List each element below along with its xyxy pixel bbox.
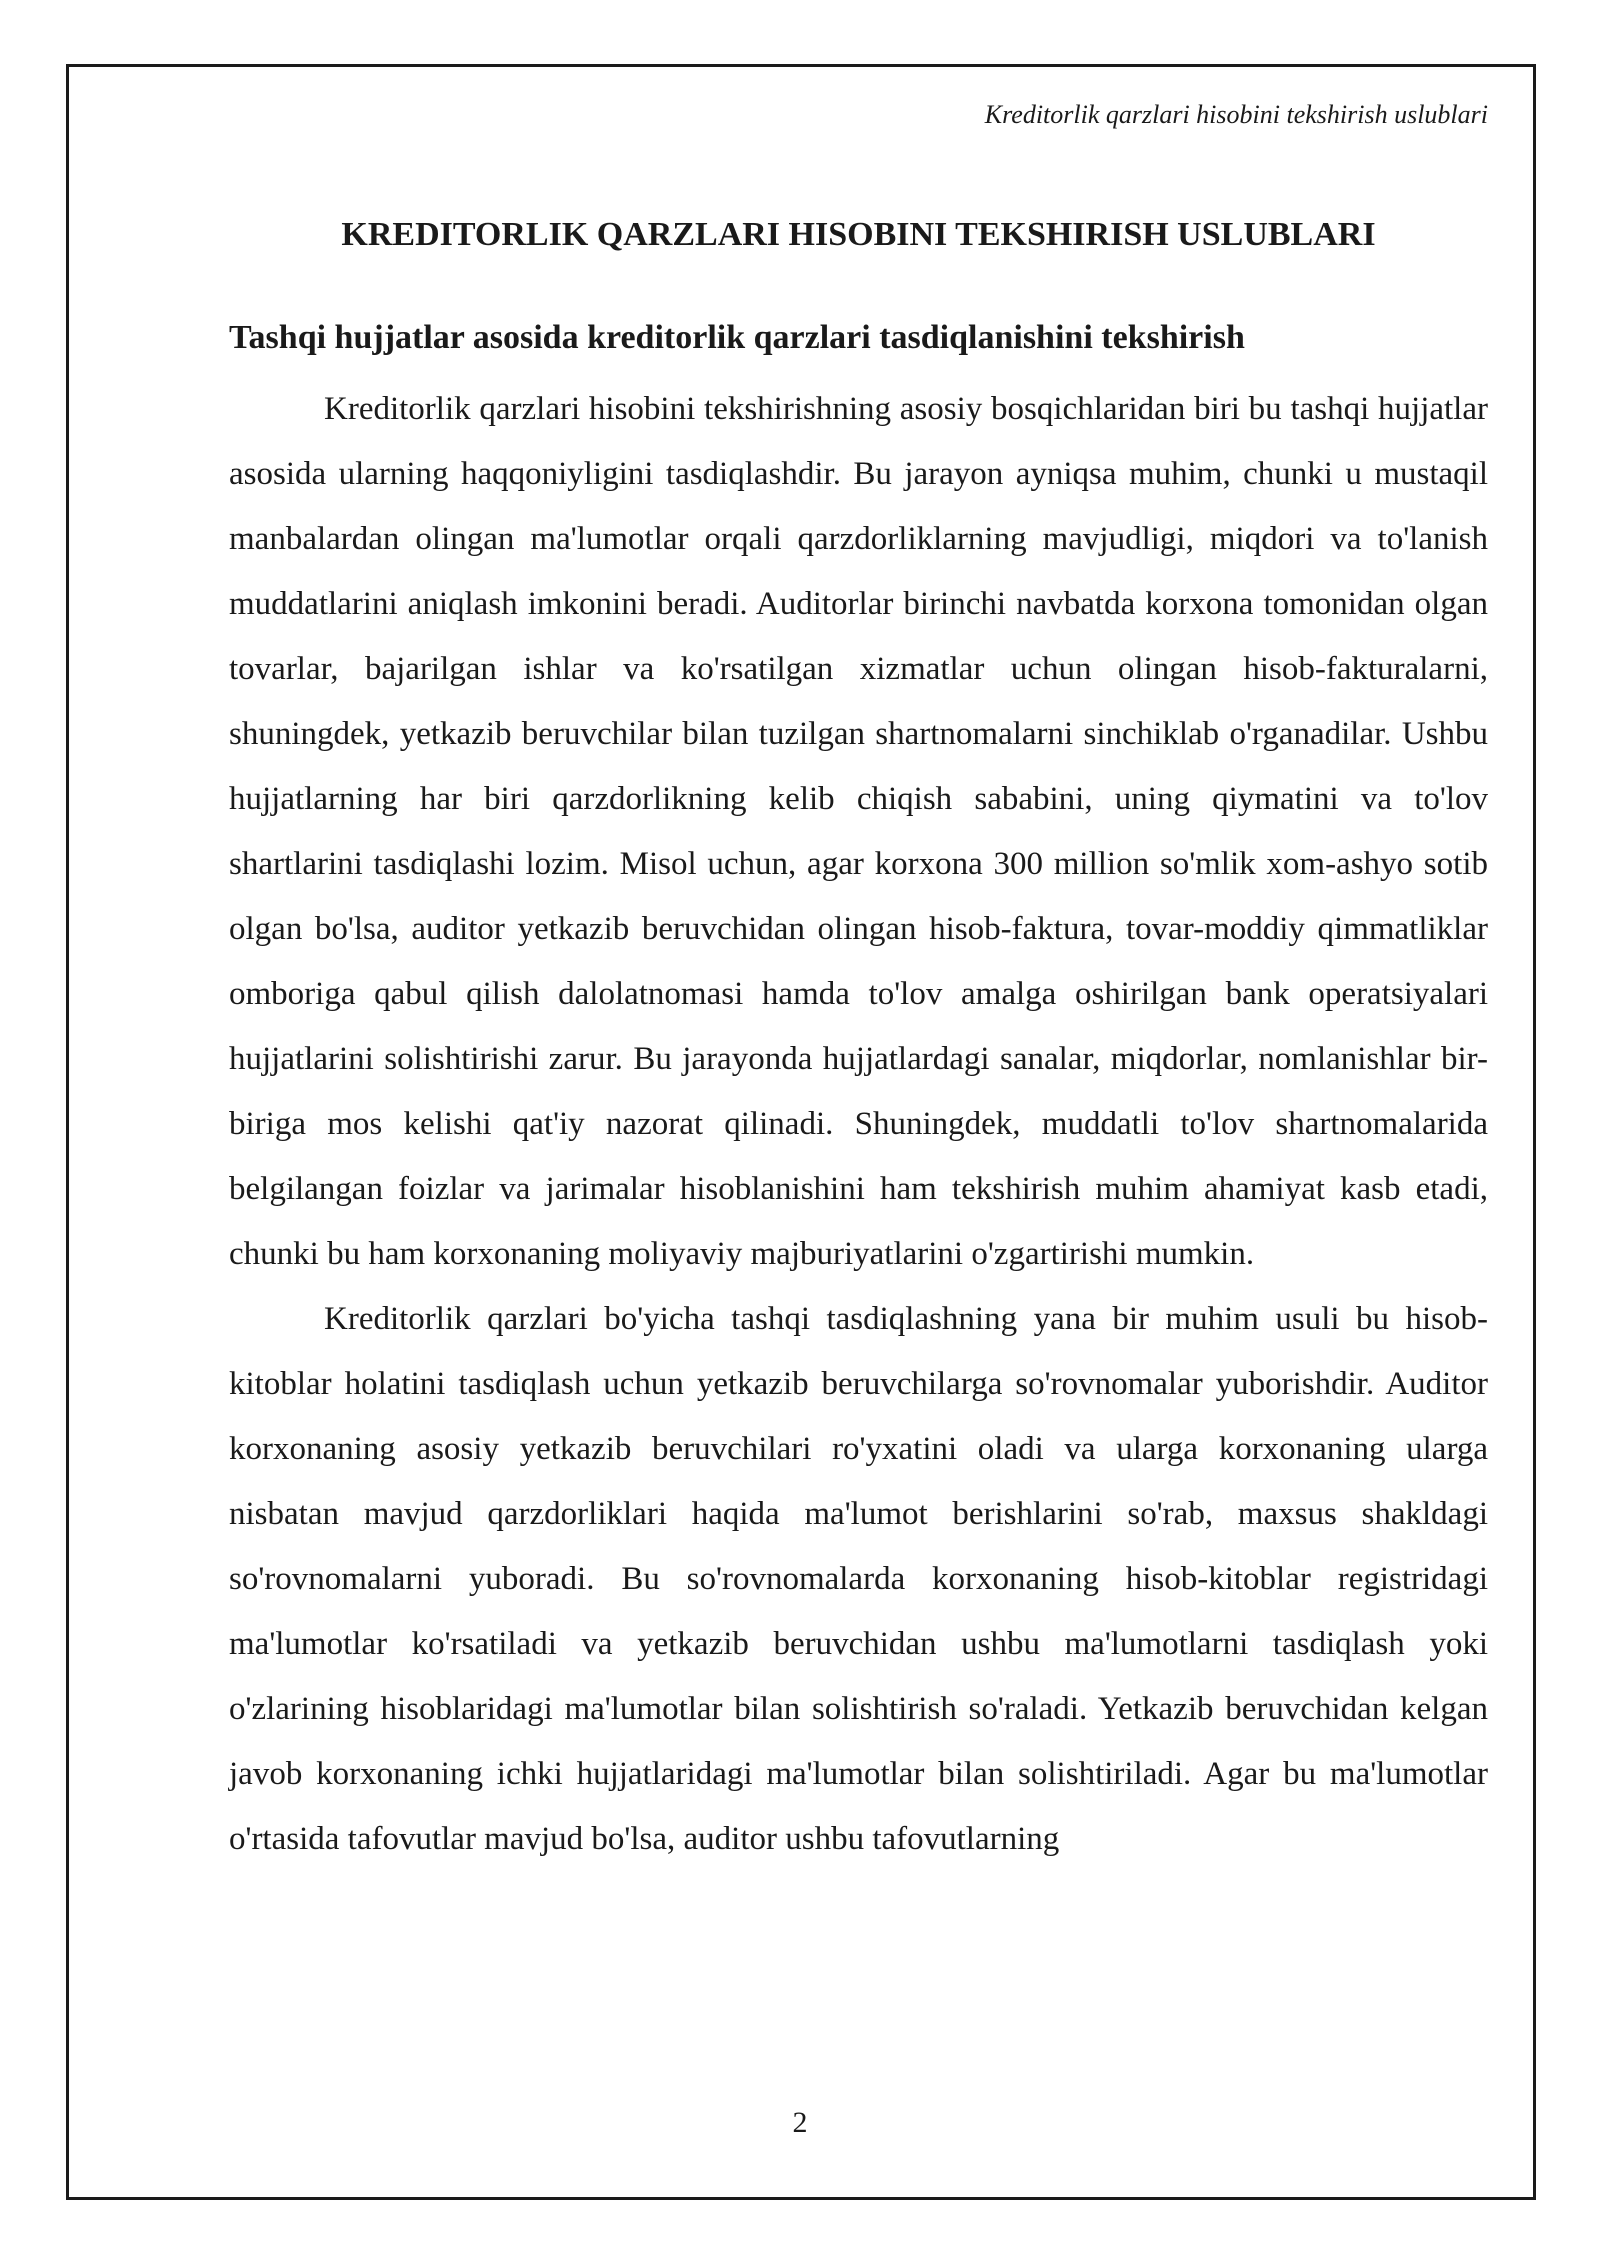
running-header: Kreditorlik qarzlari hisobini tekshirish uslublari xyxy=(984,100,1488,129)
paragraph-1: Kreditorlik qarzlari hisobini tekshirishning asosiy bosqichlaridan biri bu tashqi hujjatlar asosida ularning haqqoniyligini tasdiqlashdir. Bu jarayon ayniqsa muhim, chunki u mustaqil manbalardan olingan ma'lumotlar orqali qarzdorliklarning mavjudligi, miqdori va to'lanish muddatlarini aniqlash imkonini beradi. Auditorlar birinchi navbatda korxona tomonidan olgan tovarlar, bajarilgan ishlar va ko'rsatilgan xizmatlar uchun olingan hisob-fakturalarni, shuningdek, yetkazib beruvchilar bilan tuzilgan shartnomalarni sinchiklab o'rganadilar. Ushbu hujjatlarning har biri qarzdorlikning kelib chiqish sababini, uning qiymatini va to'lov shartlarini tasdiqlashi lozim. Misol uchun, agar korxona 300 million so'mlik xom-ashyo sotib olgan bo'lsa, auditor yetkazib beruvchidan olingan hisob-faktura, tovar-moddiy qimmatliklar omboriga qabul qilish dalolatnomasi hamda to'lov amalga oshirilgan bank operatsiyalari hujjatlarini solishtirishi zarur. Bu jarayonda hujjatlardagi sanalar, miqdorlar, nomlanishlar bir-biriga mos kelishi qat'iy nazorat qilinadi. Shuningdek, muddatli to'lov shartnomalarida belgilangan foizlar va jarimalar hisoblanishini ham tekshirish muhim ahamiyat kasb etadi, chunki bu ham korxonaning moliyaviy majburiyatlarini o'zgartirishi mumkin. xyxy=(229,391,1488,1272)
page-number: 2 xyxy=(792,2106,808,2139)
paragraph-2: Kreditorlik qarzlari bo'yicha tashqi tasdiqlashning yana bir muhim usuli bu hisob-kitoblar holatini tasdiqlash uchun yetkazib beruvchilarga so'rovnomalar yuborishdir. Auditor korxonaning asosiy yetkazib beruvchilari ro'yxatini oladi va ularga korxonaning ularga nisbatan mavjud qarzdorliklari haqida ma'lumot berishlarini so'rab, maxsus shakldagi so'rovnomalarni yuboradi. Bu so'rovnomalarda korxonaning hisob-kitoblar registridagi ma'lumotlar ko'rsatiladi va yetkazib beruvchidan ushbu ma'lumotlarni tasdiqlash yoki o'zlarining hisoblaridagi ma'lumotlar bilan solishtirish so'raladi. Yetkazib beruvchidan kelgan javob korxonaning ichki hujjatlaridagi ma'lumotlar bilan solishtiriladi. Agar bu ma'lumotlar o'rtasida tafovutlar mavjud bo'lsa, auditor ushbu tafovutlarning xyxy=(229,1301,1488,1857)
section-heading: Tashqi hujjatlar asosida kreditorlik qarzlari tasdiqlanishini tekshirish xyxy=(229,319,1245,356)
document-body xyxy=(229,210,1488,1872)
document-title: KREDITORLIK QARZLARI HISOBINI TEKSHIRISH USLUBLARI xyxy=(341,216,1376,253)
